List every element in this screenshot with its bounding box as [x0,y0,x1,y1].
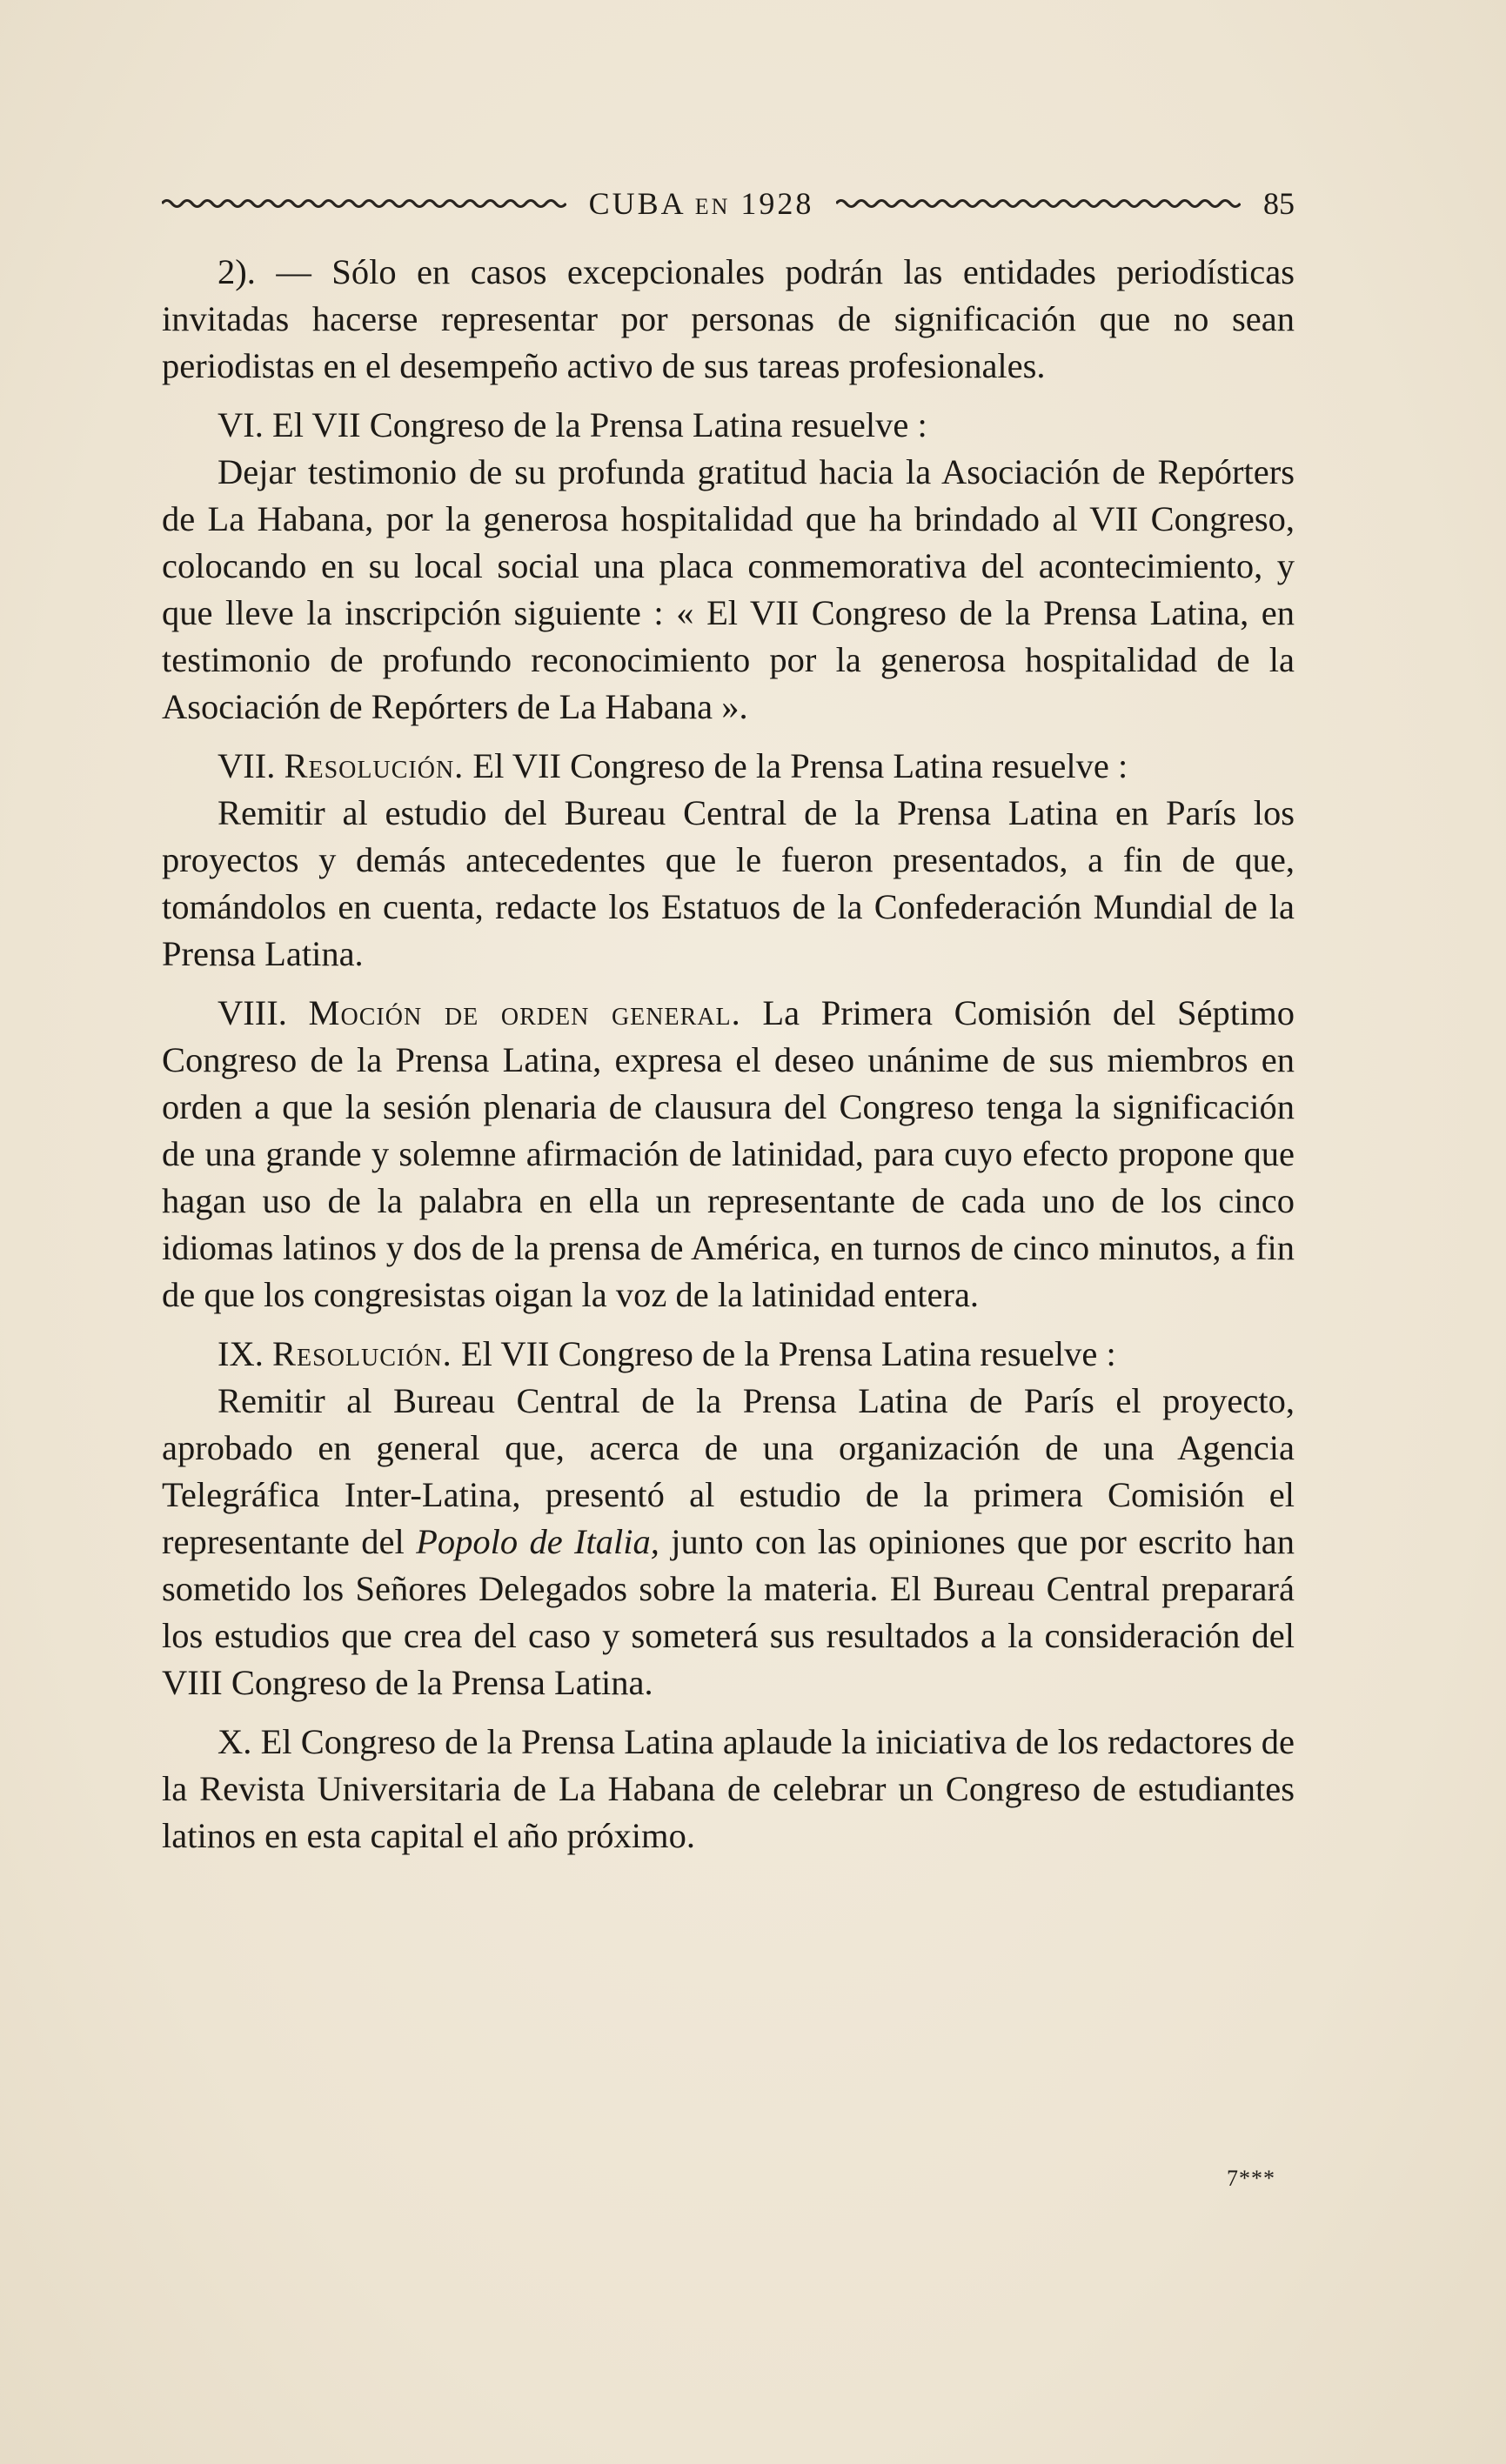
paragraph-vi: VI. El VII Congreso de la Prensa Latina resuelve : [218,405,927,444]
newspaper-title: Popolo de Italia, [416,1522,659,1561]
running-header [162,184,1295,223]
paragraph-x: X. El Congreso de la Prensa Latina aplaude la iniciativa de los redactores de la Revista Universitaria de La Habana de celebrar un Congreso de estudiantes latinos en esta capital el año próximo. [162,1722,1295,1855]
page-number: 85 [1263,186,1295,221]
paragraph-vii: VII. Resolución. El VII Congreso de la Prensa Latina resuelve : [218,746,1128,785]
paragraph-ix: IX. Resolución. El VII Congreso de la Prensa Latina resuelve : [218,1334,1116,1373]
paragraph-vii-body: Remitir al estudio del Bureau Central de la Prensa Latina en París los proyectos y demás antecedentes que le fueron presentados, a fin de que, tomándolos en cuenta, redacte los Estatuos de la Confederación Mundial de la Prensa Latina. [162,793,1295,973]
signature-mark: 7*** [1227,2166,1275,2191]
section-heading: Resolución. [284,746,465,785]
paragraph-ix-body: Remitir al Bureau Central de la Prensa Latina de París el proyecto, aprobado en general que, acerca de una organización de una Agencia Telegráfica Inter-Latina, presentó al estudio de la primera Comisión el representante del Popolo de Italia, junto con las opiniones que por escrito han sometido los Señores Delegados sobre la materia. El Bureau Central preparará los estudios que crea del caso y someterá sus resultados a la consideración del VIII Congreso de la Prensa Latina. [162,1381,1295,1702]
section-heading: Moción de orden general. [308,993,741,1032]
paragraph-viii: VIII. Moción de orden general. La Primera Comisión del Séptimo Congreso de la Prensa Latina, expresa el deseo unánime de sus miembros en orden a que la sesión plenaria de clausura del Congreso tenga la significación de una grande y solemne afirmación de latinidad, para cuyo efecto propone que hagan uso de la palabra en ella un representante de cada uno de los cinco idiomas latinos y dos de la prensa de América, en turnos de cinco minutos, a fin de que los congresistas oigan la voz de la latinidad entera. [162,993,1295,1314]
section-heading: Resolución. [272,1334,452,1373]
left-wavy-rule [162,197,566,210]
body-text [162,249,1295,1860]
right-wavy-rule [836,197,1241,210]
paragraph-2: 2). — Sólo en casos excepcionales podrán las entidades periodísticas invitadas hacerse representar por personas de significación que no sean periodistas en el desempeño activo de sus tareas profesionales. [162,252,1295,385]
paragraph-vi-body: Dejar testimonio de su profunda gratitud hacia la Asociación de Repórters de La Habana, por la generosa hospitalidad que ha brindado al VII Congreso, colocando en su local social una placa conmemorativa del acontecimiento, y que lleve la inscripción siguiente : « El VII Congreso de la Prensa Latina, en testimonio de profundo reconocimiento por la generosa hospitalidad de la Asociación de Repórters de La Habana ». [162,452,1295,726]
header-title: CUBA EN 1928 [588,186,814,221]
